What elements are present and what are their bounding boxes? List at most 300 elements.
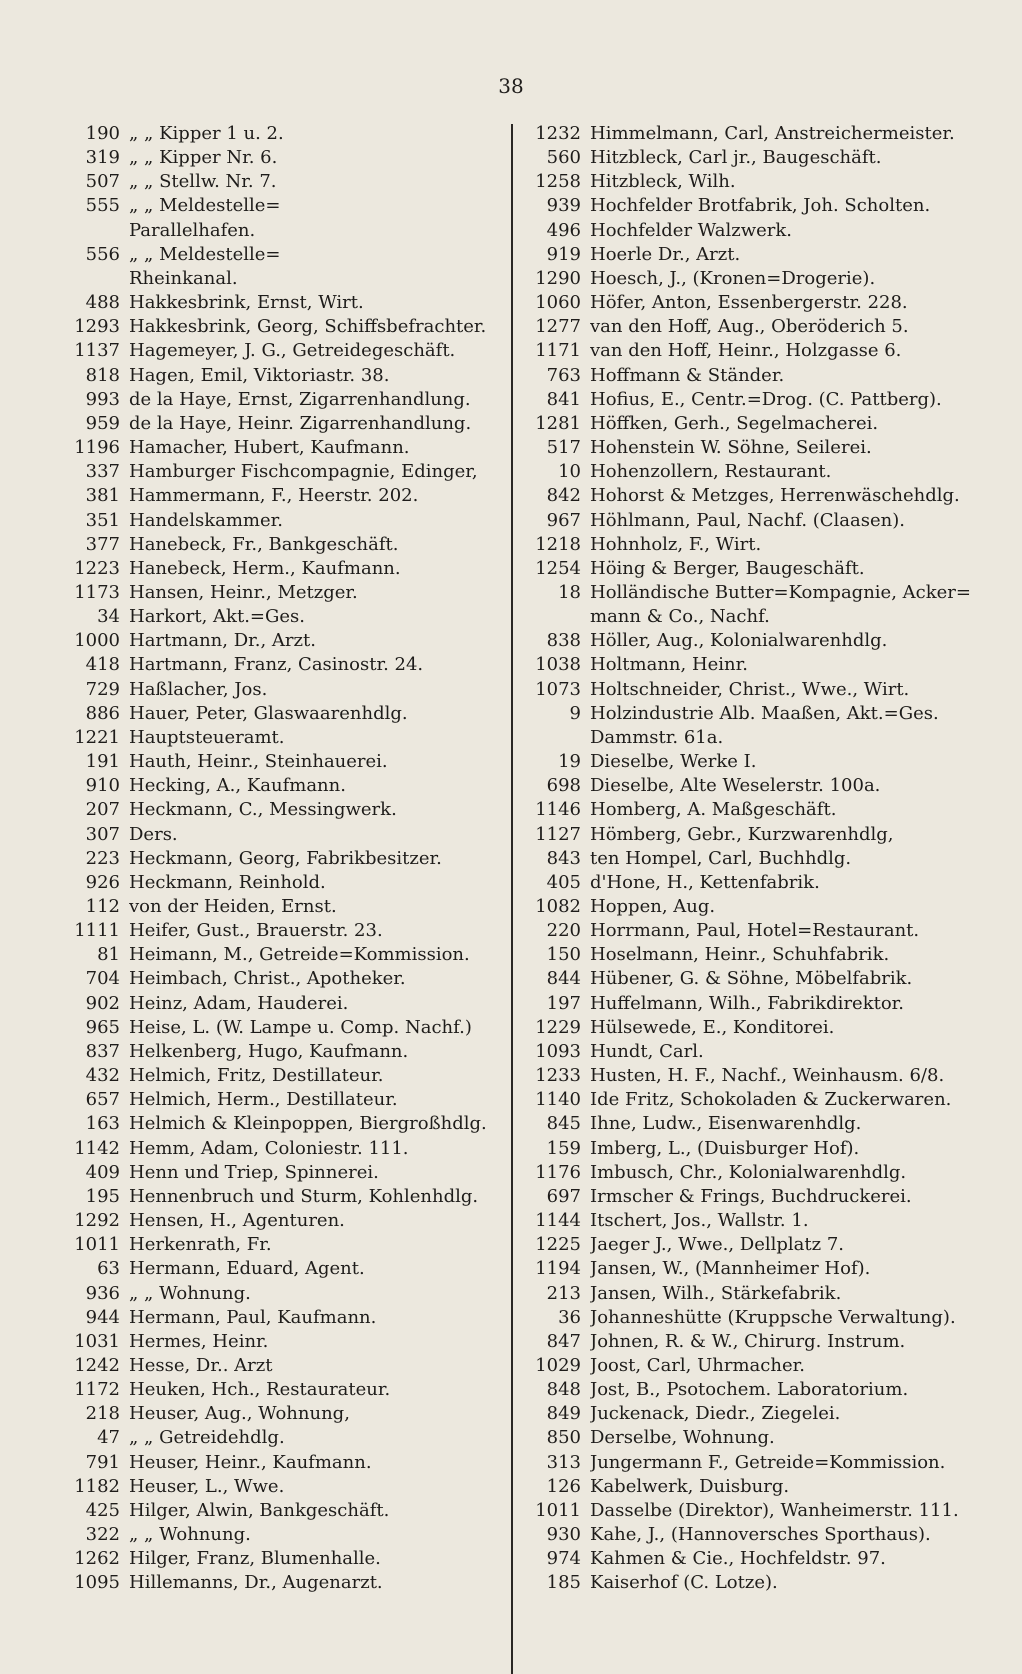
entry-name: Heuser, Heinr., Kaufmann. — [129, 1451, 372, 1473]
phone-number: 313 — [546, 1451, 581, 1473]
entry-name: Kahe, J., (Hannoversches Sporthaus). — [590, 1524, 931, 1546]
phone-number: 1196 — [74, 437, 120, 459]
phone-number: 126 — [546, 1475, 581, 1497]
phone-number: 1038 — [535, 654, 581, 676]
entry-name: Dieselbe, Alte Weselerstr. 100a. — [590, 775, 881, 797]
directory-entry — [517, 219, 995, 243]
entry-name: Homberg, A. Maßgeschäft. — [590, 799, 837, 821]
phone-number: 1277 — [535, 316, 581, 338]
directory-entry — [40, 339, 506, 363]
entry-name: Rheinkanal. — [129, 267, 238, 289]
directory-entry — [40, 243, 506, 267]
phone-number: 1172 — [74, 1379, 120, 1401]
directory-entry — [517, 605, 995, 629]
phone-number: 1223 — [74, 557, 120, 579]
directory-entry — [40, 1040, 506, 1064]
directory-entry — [517, 967, 995, 991]
directory-entry — [517, 1112, 995, 1136]
phone-number: 36 — [558, 1306, 581, 1328]
phone-number: 965 — [85, 1016, 120, 1038]
entry-name: Joost, Carl, Uhrmacher. — [590, 1354, 805, 1376]
phone-number: 843 — [546, 847, 581, 869]
phone-number — [517, 605, 590, 629]
entry-name: Kabelwerk, Duisburg. — [590, 1475, 790, 1497]
directory-entry — [517, 1088, 995, 1112]
phone-number: 939 — [546, 195, 581, 217]
directory-entry — [40, 919, 506, 943]
phone-number: 150 — [546, 944, 581, 966]
entry-name: Hauer, Peter, Glaswaarenhdlg. — [129, 702, 408, 724]
entry-name: Höing & Berger, Baugeschäft. — [590, 557, 865, 579]
directory-entry — [517, 1354, 995, 1378]
phone-number: 974 — [546, 1548, 581, 1570]
directory-entry — [517, 509, 995, 533]
directory-entry — [40, 823, 506, 847]
phone-number: 1233 — [535, 1065, 581, 1087]
entry-name: Hauptsteueramt. — [129, 726, 285, 748]
phone-number: 919 — [546, 243, 581, 265]
phone-number: 337 — [85, 461, 120, 483]
phone-number: 517 — [546, 437, 581, 459]
phone-number: 886 — [85, 702, 120, 724]
entry-name: Dammstr. 61a. — [590, 726, 724, 748]
phone-number: 845 — [546, 1113, 581, 1135]
phone-number: 432 — [85, 1065, 120, 1087]
entry-name: Hermann, Paul, Kaufmann. — [129, 1306, 377, 1328]
directory-entry — [40, 1233, 506, 1257]
entry-name: Hesse, Dr.. Arzt — [129, 1354, 273, 1376]
entry-name: Harkort, Akt.=Ges. — [129, 606, 305, 628]
directory-entry — [40, 315, 506, 339]
directory-entry — [40, 1571, 506, 1595]
entry-name: Huffelmann, Wilh., Fabrikdirektor. — [590, 992, 905, 1014]
phone-number: 849 — [546, 1403, 581, 1425]
entry-name: „ „ Meldestelle= — [129, 243, 281, 265]
entry-name: Hülsewede, E., Konditorei. — [590, 1016, 835, 1038]
directory-entry — [40, 1426, 506, 1450]
phone-number: 902 — [85, 992, 120, 1014]
phone-number: 1182 — [74, 1475, 120, 1497]
entry-name: Kahmen & Cie., Hochfeldstr. 97. — [590, 1548, 886, 1570]
entry-name: Holtschneider, Christ., Wwe., Wirt. — [590, 678, 910, 700]
phone-number: 1242 — [74, 1354, 120, 1376]
entry-name: Jansen, W., (Mannheimer Hof). — [590, 1258, 871, 1280]
entry-name: Hemm, Adam, Coloniestr. 111. — [129, 1137, 409, 1159]
directory-entry — [40, 1209, 506, 1233]
phone-number: 910 — [85, 775, 120, 797]
entry-name: Hohorst & Metzges, Herrenwäschehdlg. — [590, 485, 960, 507]
entry-name: Hamacher, Hubert, Kaufmann. — [129, 437, 410, 459]
entry-name: Hanebeck, Fr., Bankgeschäft. — [129, 533, 399, 555]
phone-number: 195 — [85, 1185, 120, 1207]
directory-entry — [40, 1523, 506, 1547]
directory-entry — [40, 460, 506, 484]
entry-name: Horrmann, Paul, Hotel=Restaurant. — [590, 920, 920, 942]
entry-name: Hoffmann & Ständer. — [590, 364, 785, 386]
entry-name: Hillemanns, Dr., Augenarzt. — [129, 1572, 383, 1594]
entry-name: Hensen, H., Agenturen. — [129, 1210, 345, 1232]
entry-name: Heimann, M., Getreide=Kommission. — [129, 944, 470, 966]
phone-number: 1194 — [535, 1258, 581, 1280]
entry-name: Hoppen, Aug. — [590, 896, 716, 917]
phone-number: 1000 — [74, 630, 120, 652]
entry-name: Hübener, G. & Söhne, Möbelfabrik. — [590, 968, 913, 990]
phone-number: 63 — [97, 1258, 120, 1280]
directory-entry — [517, 533, 995, 557]
phone-number: 1232 — [535, 123, 581, 144]
directory-entry — [517, 798, 995, 822]
directory-entry — [40, 1547, 506, 1571]
directory-entry — [517, 315, 995, 339]
entry-name: Höhlmann, Paul, Nachf. (Claasen). — [590, 509, 905, 531]
directory-entry — [40, 678, 506, 702]
entry-name: d'Hone, H., Kettenfabrik. — [590, 871, 820, 893]
directory-entry — [517, 291, 995, 315]
entry-name: Hofius, E., Centr.=Drog. (C. Pattberg). — [590, 388, 942, 410]
entry-name: Heise, L. (W. Lampe u. Comp. Nachf.) — [129, 1016, 472, 1038]
directory-entry — [517, 1402, 995, 1426]
phone-number: 34 — [97, 606, 120, 628]
entry-name: Heinz, Adam, Hauderei. — [129, 992, 349, 1014]
directory-entry — [40, 1330, 506, 1354]
directory-entry — [40, 1354, 506, 1378]
entry-name: Helmich & Kleinpoppen, Biergroßhdlg. — [129, 1113, 487, 1135]
entry-name: Herkenrath, Fr. — [129, 1234, 272, 1256]
phone-number: 926 — [85, 871, 120, 893]
directory-entry — [40, 798, 506, 822]
directory-entry — [517, 943, 995, 967]
phone-number: 1221 — [74, 726, 120, 748]
entry-name: van den Hoff, Aug., Oberöderich 5. — [590, 316, 909, 338]
phone-number — [40, 267, 129, 291]
directory-entry — [517, 1282, 995, 1306]
directory-entry — [517, 243, 995, 267]
entry-name: „ „ Kipper 1 u. 2. — [129, 123, 284, 144]
phone-number: 959 — [85, 412, 120, 434]
phone-number: 560 — [546, 147, 581, 169]
directory-entry — [40, 291, 506, 315]
right-column — [517, 122, 995, 1596]
entry-name: Jansen, Wilh., Stärkefabrik. — [590, 1282, 842, 1304]
phone-number: 112 — [85, 896, 120, 917]
phone-number: 818 — [85, 364, 120, 386]
entry-name: Heckmann, C., Messingwerk. — [129, 799, 397, 821]
phone-number: 488 — [85, 292, 120, 314]
directory-entry — [517, 170, 995, 194]
entry-name: Jost, B., Psotochem. Laboratorium. — [590, 1379, 909, 1401]
directory-entry — [40, 1257, 506, 1281]
directory-entry — [517, 460, 995, 484]
directory-entry — [517, 1137, 995, 1161]
entry-name: Ihne, Ludw., Eisenwarenhdlg. — [590, 1113, 862, 1135]
entry-name: „ „ Getreidehdlg. — [129, 1427, 285, 1449]
directory-entry — [40, 1282, 506, 1306]
phone-number: 657 — [85, 1089, 120, 1111]
phone-number — [517, 726, 590, 750]
page-number: 38 — [498, 74, 524, 98]
phone-number: 1173 — [74, 581, 120, 603]
phone-number: 425 — [85, 1499, 120, 1521]
entry-name: Juckenack, Diedr., Ziegelei. — [590, 1403, 841, 1425]
entry-name: „ „ Kipper Nr. 6. — [129, 147, 278, 169]
phone-number: 1290 — [535, 267, 581, 289]
entry-name: Irmscher & Frings, Buchdruckerei. — [590, 1185, 912, 1207]
entry-name: Dasselbe (Direktor), Wanheimerstr. 111. — [590, 1499, 959, 1521]
phone-number: 218 — [85, 1403, 120, 1425]
directory-entry — [517, 895, 995, 919]
directory-entry — [517, 1523, 995, 1547]
directory-entry — [517, 919, 995, 943]
directory-entry — [40, 194, 506, 218]
entry-name: Hakkesbrink, Ernst, Wirt. — [129, 292, 364, 314]
entry-name: Heuser, Aug., Wohnung, — [129, 1403, 350, 1425]
entry-name: Ide Fritz, Schokoladen & Zuckerwaren. — [590, 1089, 952, 1111]
entry-name: Hermann, Eduard, Agent. — [129, 1258, 365, 1280]
phone-number: 1171 — [535, 340, 581, 362]
phone-number: 850 — [546, 1427, 581, 1449]
directory-entry — [40, 774, 506, 798]
phone-number: 1142 — [74, 1137, 120, 1159]
directory-entry — [517, 364, 995, 388]
entry-name: Heckmann, Reinhold. — [129, 871, 326, 893]
phone-number: 1137 — [74, 340, 120, 362]
directory-entry — [517, 388, 995, 412]
directory-entry — [517, 581, 995, 605]
directory-entry — [517, 847, 995, 871]
entry-name: Hohenzollern, Restaurant. — [590, 461, 832, 483]
directory-entry — [40, 412, 506, 436]
entry-name: „ „ Meldestelle= — [129, 195, 281, 217]
entry-name: Derselbe, Wohnung. — [590, 1427, 775, 1449]
directory-entry — [40, 1161, 506, 1185]
directory-entry — [517, 678, 995, 702]
phone-number: 1254 — [535, 557, 581, 579]
directory-entry — [517, 1161, 995, 1185]
entry-name: Imbusch, Chr., Kolonialwarenhdlg. — [590, 1161, 907, 1183]
phone-number: 1011 — [535, 1499, 581, 1521]
phone-number: 1281 — [535, 412, 581, 434]
directory-entry — [517, 436, 995, 460]
directory-entry — [517, 1378, 995, 1402]
directory-entry — [517, 1475, 995, 1499]
directory-entry — [40, 219, 506, 243]
directory-entry — [517, 339, 995, 363]
entry-name: ten Hompel, Carl, Buchhdlg. — [590, 847, 852, 869]
phone-number: 9 — [569, 702, 581, 724]
phone-number: 1218 — [535, 533, 581, 555]
directory-entry — [517, 774, 995, 798]
column-divider — [511, 124, 513, 1674]
directory-entry — [40, 1475, 506, 1499]
directory-entry — [517, 1426, 995, 1450]
phone-number: 191 — [85, 751, 120, 773]
phone-number: 1229 — [535, 1016, 581, 1038]
phone-number: 697 — [546, 1185, 581, 1207]
phone-number: 848 — [546, 1379, 581, 1401]
directory-entry — [517, 1185, 995, 1209]
entry-name: Helmich, Herm., Destillateur. — [129, 1089, 398, 1111]
entry-name: Hohnholz, F., Wirt. — [590, 533, 762, 555]
directory-entry — [40, 629, 506, 653]
directory-entry — [40, 484, 506, 508]
directory-entry — [517, 412, 995, 436]
phone-number: 322 — [85, 1524, 120, 1546]
phone-number: 47 — [97, 1427, 120, 1449]
phone-number: 837 — [85, 1040, 120, 1062]
entry-name: „ „ Wohnung. — [129, 1282, 251, 1304]
phone-number: 993 — [85, 388, 120, 410]
entry-name: Kaiserhof (C. Lotze). — [590, 1572, 778, 1594]
left-column — [40, 122, 506, 1596]
directory-entry — [40, 605, 506, 629]
phone-number: 1293 — [74, 316, 120, 338]
directory-entry — [40, 1451, 506, 1475]
phone-number: 319 — [85, 147, 120, 169]
phone-number: 307 — [85, 823, 120, 845]
entry-name: „ „ Stellw. Nr. 7. — [129, 171, 277, 193]
phone-number: 496 — [546, 219, 581, 241]
phone-number: 190 — [85, 123, 120, 144]
entry-name: Höller, Aug., Kolonialwarenhdlg. — [590, 630, 888, 652]
phone-number: 159 — [546, 1137, 581, 1159]
directory-entry — [517, 1571, 995, 1595]
directory-entry — [40, 943, 506, 967]
phone-number: 844 — [546, 968, 581, 990]
phone-number: 1176 — [535, 1161, 581, 1183]
phone-number: 763 — [546, 364, 581, 386]
phone-number: 842 — [546, 485, 581, 507]
directory-entry — [517, 702, 995, 726]
entry-name: Hartmann, Dr., Arzt. — [129, 630, 316, 652]
directory-entry — [40, 533, 506, 557]
phone-number: 1029 — [535, 1354, 581, 1376]
directory-entry — [40, 557, 506, 581]
phone-number: 409 — [85, 1161, 120, 1183]
entry-name: Höffken, Gerh., Segelmacherei. — [590, 412, 879, 434]
directory-entry — [40, 364, 506, 388]
entry-name: Hennenbruch und Sturm, Kohlenhdlg. — [129, 1185, 479, 1207]
directory-entry — [40, 1185, 506, 1209]
directory-entry — [517, 267, 995, 291]
entry-name: Heimbach, Christ., Apotheker. — [129, 968, 406, 990]
phone-number: 1225 — [535, 1234, 581, 1256]
directory-entry — [40, 1499, 506, 1523]
entry-name: Heuken, Hch., Restaurateur. — [129, 1379, 391, 1401]
phone-number: 1011 — [74, 1234, 120, 1256]
directory-entry — [40, 871, 506, 895]
entry-name: Henn und Triep, Spinnerei. — [129, 1161, 379, 1183]
phone-number: 555 — [85, 195, 120, 217]
entry-name: Husten, H. F., Nachf., Weinhausm. 6/8. — [590, 1065, 945, 1087]
directory-entry — [40, 750, 506, 774]
directory-entry — [40, 847, 506, 871]
entry-name: de la Haye, Ernst, Zigarrenhandlung. — [129, 388, 471, 410]
entry-name: Heuser, L., Wwe. — [129, 1475, 285, 1497]
directory-entry — [517, 1064, 995, 1088]
directory-entry — [517, 194, 995, 218]
directory-entry — [517, 1257, 995, 1281]
entry-name: Hochfelder Brotfabrik, Joh. Scholten. — [590, 195, 931, 217]
entry-name: Helmich, Fritz, Destillateur. — [129, 1065, 384, 1087]
entry-name: Handelskammer. — [129, 509, 283, 531]
phone-number: 847 — [546, 1330, 581, 1352]
directory-entry — [517, 1233, 995, 1257]
entry-name: Itschert, Jos., Wallstr. 1. — [590, 1210, 809, 1232]
entry-name: Hagen, Emil, Viktoriastr. 38. — [129, 364, 390, 386]
directory-entry — [40, 895, 506, 919]
phone-number: 220 — [546, 920, 581, 942]
entry-name: Hartmann, Franz, Casinostr. 24. — [129, 654, 424, 676]
entry-name: Johnen, R. & W., Chirurg. Instrum. — [590, 1330, 906, 1352]
entry-name: Heckmann, Georg, Fabrikbesitzer. — [129, 847, 442, 869]
phone-number: 1146 — [535, 799, 581, 821]
entry-name: Hochfelder Walzwerk. — [590, 219, 792, 241]
phone-number: 698 — [546, 775, 581, 797]
directory-entry — [40, 581, 506, 605]
entry-name: Hilger, Franz, Blumenhalle. — [129, 1548, 381, 1570]
directory-entry — [40, 653, 506, 677]
phone-number: 507 — [85, 171, 120, 193]
phone-number: 197 — [546, 992, 581, 1014]
phone-number: 1258 — [535, 171, 581, 193]
entry-name: Imberg, L., (Duisburger Hof). — [590, 1137, 860, 1159]
entry-name: Höfer, Anton, Essenbergerstr. 228. — [590, 292, 908, 314]
directory-entry — [517, 484, 995, 508]
directory-entry — [40, 509, 506, 533]
entry-name: Hilger, Alwin, Bankgeschäft. — [129, 1499, 390, 1521]
phone-number: 1082 — [535, 896, 581, 917]
entry-name: „ „ Wohnung. — [129, 1524, 251, 1546]
phone-number: 381 — [85, 485, 120, 507]
phone-number: 1127 — [535, 823, 581, 845]
entry-name: Hohenstein W. Söhne, Seilerei. — [590, 437, 872, 459]
directory-entry — [40, 146, 506, 170]
entry-name: Helkenberg, Hugo, Kaufmann. — [129, 1040, 409, 1062]
directory-entry — [40, 967, 506, 991]
phone-number: 930 — [546, 1524, 581, 1546]
directory-entry — [40, 1088, 506, 1112]
phone-number: 207 — [85, 799, 120, 821]
phone-number: 377 — [85, 533, 120, 555]
entry-name: Haßlacher, Jos. — [129, 678, 268, 700]
entry-name: Hömberg, Gebr., Kurzwarenhdlg, — [590, 823, 894, 845]
directory-entry — [40, 1306, 506, 1330]
phone-number: 556 — [85, 243, 120, 265]
entry-name: Hoselmann, Heinr., Schuhfabrik. — [590, 944, 890, 966]
phone-number: 1095 — [74, 1572, 120, 1594]
directory-entry — [517, 653, 995, 677]
entry-name: Himmelmann, Carl, Anstreichermeister. — [590, 123, 955, 144]
entry-name: de la Haye, Heinr. Zigarrenhandlung. — [129, 412, 472, 434]
entry-name: Hundt, Carl. — [590, 1040, 704, 1062]
directory-entry — [40, 1016, 506, 1040]
phone-number: 967 — [546, 509, 581, 531]
phone-number: 19 — [558, 751, 581, 773]
entry-name: Hagemeyer, J. G., Getreidegeschäft. — [129, 340, 456, 362]
directory-entry — [517, 146, 995, 170]
entry-name: Hamburger Fischcompagnie, Edinger, — [129, 461, 478, 483]
directory-entry — [517, 122, 995, 146]
phone-number: 405 — [546, 871, 581, 893]
entry-name: mann & Co., Nachf. — [590, 606, 770, 628]
directory-entry — [40, 1112, 506, 1136]
directory-entry — [517, 1040, 995, 1064]
phone-number: 213 — [546, 1282, 581, 1304]
phone-number: 841 — [546, 388, 581, 410]
directory-entry — [517, 871, 995, 895]
directory-entry — [517, 823, 995, 847]
phone-number: 704 — [85, 968, 120, 990]
